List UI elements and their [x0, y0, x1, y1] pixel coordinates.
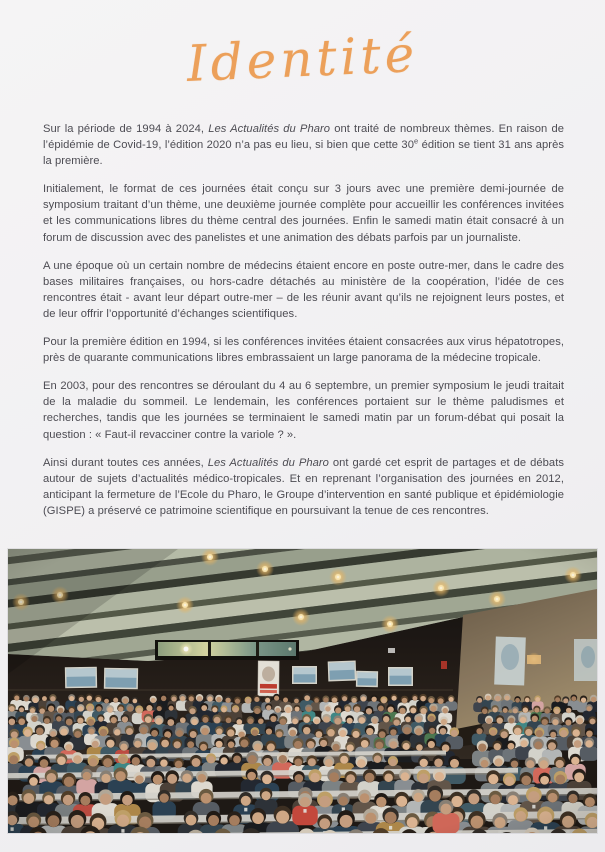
paragraph: Ainsi durant toutes ces années, Les Actualités du Pharo ont gardé cet esprit de partages et de débats autour de sujets d’actualités médico-tropicales. Et en reprenant l’organisation des journées en 2012, anticipant la fermeture de l’Ecole du Pharo, le Groupe d’intervention en santé publique et épidémiologie (GISPE) a préservé ce patrimoine scientifique en poursuivant la tenue de ces rencontres. [43, 456, 564, 517]
page-title: Identité [185, 24, 420, 94]
paragraph: A une époque où un certain nombre de médecins étaient encore en poste outre-mer, dans le cadre des bases militaires françaises, ou hors-cadre détachés au ministère de la coopération, l’idée de ces rencontres était - avant leur départ outre-mer – de les réunir avant qu’ils ne rejoignent leurs postes, et de leur offrir l’opportunité d’échanges scientifiques. [43, 259, 564, 320]
vignette-overlay [8, 549, 597, 833]
paragraph: En 2003, pour des rencontres se déroulant du 4 au 6 septembre, un premier symposium le jeudi traitait de la maladie du sommeil. Le lendemain, les conférences portaient sur le thème paludismes et recherches, tandis que les journées se terminaient le samedi matin par un forum-débat qui posait la question : « Faut-il revacciner contre la variole ? ». [43, 380, 564, 441]
paragraph: Initialement, le format de ces journées était conçu sur 3 jours avec une première demi-journée de symposium traitant d’un thème, une deuxième journée complète pour accueillir les conférences invitées et les communications libres du thème central des journées. Enfin le samedi matin était consacré à un forum de discussion avec des panelistes et une animation des débats parfois par un journaliste. [43, 183, 564, 244]
conference-photo-art [8, 549, 597, 833]
body-text [43, 121, 564, 531]
paragraph: Pour la première édition en 1994, si les conférences invitées étaient consacrées aux virus hépatotropes, près de quarante communications libres embrassaient un large panorama de la médecine tropicale. [43, 336, 564, 365]
conference-photo [8, 549, 597, 833]
paragraph: Sur la période de 1994 à 2024, Les Actualités du Pharo ont traité de nombreux thèmes. En raison de l’épidémie de Covid-19, l’édition 2020 n’a pas eu lieu, si bien que cette 30e édition se tient 31 ans après la première. [43, 123, 564, 168]
